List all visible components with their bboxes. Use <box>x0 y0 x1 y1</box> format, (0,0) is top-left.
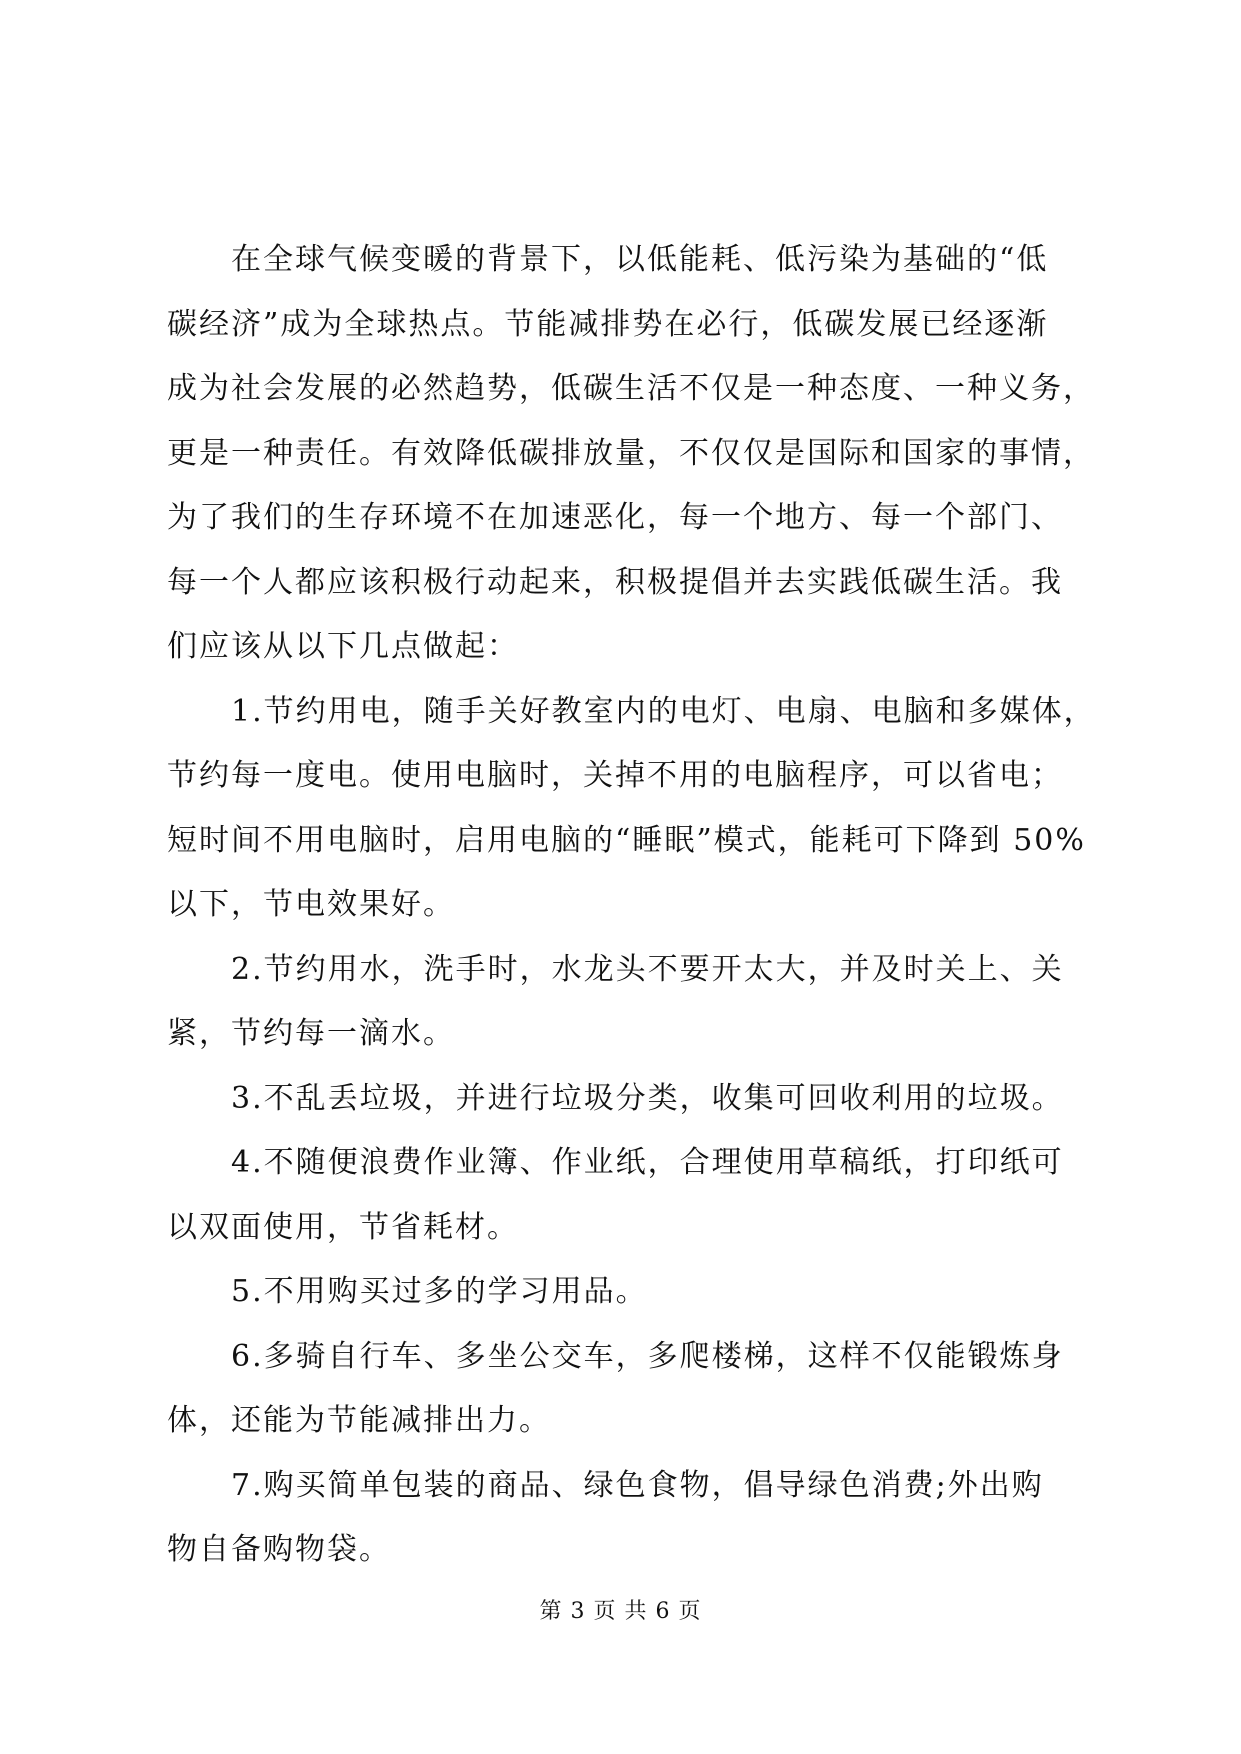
text-line: 4.不随便浪费作业簿、作业纸，合理使用草稿纸，打印纸可 <box>231 1145 1064 1180</box>
list-item-4 <box>167 1131 1075 1260</box>
text-line: 们应该从以下几点做起： <box>167 629 519 664</box>
text-line: 5.不用购买过多的学习用品。 <box>231 1274 648 1309</box>
text-line: 物自备购物袋。 <box>167 1532 391 1567</box>
list-item-2 <box>167 938 1075 1067</box>
text-line: 碳经济”成为全球热点。节能减排势在必行，低碳发展已经逐渐 <box>167 306 1049 342</box>
list-item-1 <box>167 680 1096 938</box>
text-line: 在全球气候变暖的背景下，以低能耗、低污染为基础的“低 <box>231 242 1049 277</box>
text-line: 每一个人都应该积极行动起来，积极提倡并去实践低碳生活。我 <box>167 564 1063 600</box>
intro-paragraph <box>167 228 1095 680</box>
text-line: 节约每一度电。使用电脑时，关掉不用的电脑程序，可以省电； <box>167 758 1063 793</box>
text-line: 以下，节电效果好。 <box>167 887 455 922</box>
list-item-6 <box>167 1325 1075 1454</box>
list-item-5 <box>167 1260 1075 1325</box>
list-item-3 <box>167 1067 1075 1132</box>
text-line: 为了我们的生存环境不在加速恶化，每一个地方、每一个部门、 <box>167 500 1063 535</box>
text-line: 紧，节约每一滴水。 <box>167 1016 455 1051</box>
text-line: 体，还能为节能减排出力。 <box>167 1403 551 1438</box>
text-line: 7.购买简单包装的商品、绿色食物，倡导绿色消费;外出购 <box>231 1467 1044 1503</box>
text-line: 成为社会发展的必然趋势，低碳生活不仅是一种态度、一种义务， <box>167 371 1095 406</box>
page-number-footer: 第 3 页 共 6 页 <box>539 1599 702 1624</box>
text-line: 更是一种责任。有效降低碳排放量，不仅仅是国际和国家的事情， <box>167 435 1095 471</box>
list-item-7 <box>167 1454 1075 1583</box>
text-line: 短时间不用电脑时，启用电脑的“睡眠”模式，能耗可下降到 50% <box>167 822 1086 858</box>
document-body <box>167 228 1096 1583</box>
text-line: 1.节约用电，随手关好教室内的电灯、电扇、电脑和多媒体， <box>231 693 1096 729</box>
text-line: 2.节约用水，洗手时，水龙头不要开太大，并及时关上、关 <box>231 951 1064 987</box>
text-line: 以双面使用，节省耗材。 <box>167 1209 519 1245</box>
text-line: 3.不乱丢垃圾，并进行垃圾分类，收集可回收利用的垃圾。 <box>231 1080 1064 1116</box>
text-line: 6.多骑自行车、多坐公交车，多爬楼梯，这样不仅能锻炼身 <box>231 1338 1064 1374</box>
